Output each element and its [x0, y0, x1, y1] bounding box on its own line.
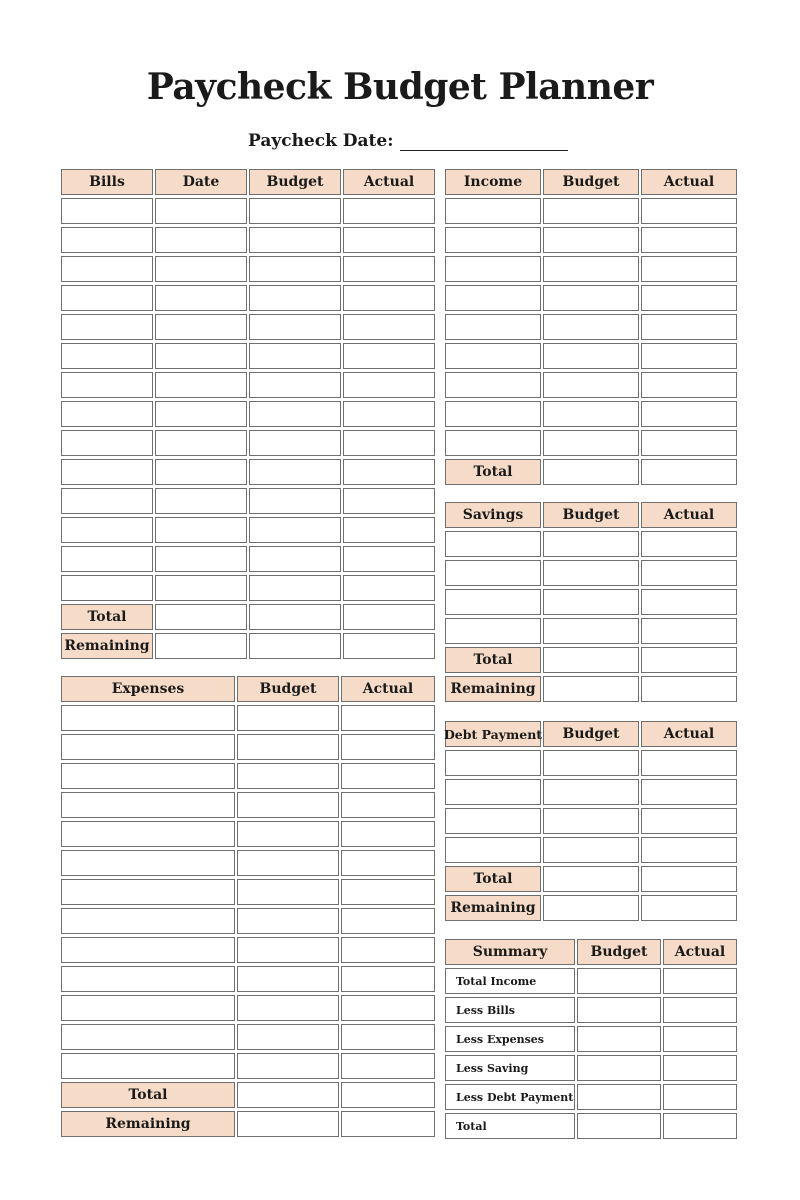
savings-input-cell[interactable]	[445, 618, 541, 644]
debt-header-cell: Budget	[543, 721, 639, 747]
savings-input-cell[interactable]	[543, 589, 639, 615]
income-input-cell[interactable]	[445, 372, 541, 398]
debt-input-cell[interactable]	[641, 750, 737, 776]
expenses-input-cell[interactable]	[237, 705, 339, 731]
bills-input-cell[interactable]	[343, 459, 435, 485]
bills-input-cell[interactable]	[249, 314, 341, 340]
bills-input-cell[interactable]	[249, 343, 341, 369]
expenses-input-cell[interactable]	[237, 1024, 339, 1050]
expenses-input-cell[interactable]	[237, 734, 339, 760]
expenses-total-cell[interactable]	[341, 1082, 435, 1108]
expenses-input-cell[interactable]	[237, 850, 339, 876]
expenses-input-cell[interactable]	[237, 937, 339, 963]
bills-remaining-cell[interactable]	[155, 633, 247, 659]
bills-input-cell[interactable]	[155, 575, 247, 601]
savings-input-cell[interactable]	[543, 618, 639, 644]
summary-input-cell[interactable]	[663, 997, 737, 1023]
income-input-cell[interactable]	[641, 285, 737, 311]
bills-total-cell[interactable]	[343, 604, 435, 630]
expenses-input-cell[interactable]	[341, 966, 435, 992]
bills-input-cell[interactable]	[343, 227, 435, 253]
bills-input-cell[interactable]	[61, 227, 153, 253]
debt-remaining-cell[interactable]	[543, 895, 639, 921]
savings-total-label: Total	[445, 647, 541, 673]
summary-row-label: Less Saving	[445, 1055, 575, 1081]
expenses-total-label: Total	[61, 1082, 235, 1108]
bills-header-cell: Budget	[249, 169, 341, 195]
summary-row-label: Less Expenses	[445, 1026, 575, 1052]
income-input-cell[interactable]	[543, 198, 639, 224]
bills-input-cell[interactable]	[61, 401, 153, 427]
bills-input-cell[interactable]	[249, 401, 341, 427]
expenses-remaining-cell[interactable]	[341, 1111, 435, 1137]
bills-header-cell: Date	[155, 169, 247, 195]
savings-remaining-cell[interactable]	[543, 676, 639, 702]
paycheck-date-line[interactable]	[400, 133, 568, 151]
expenses-input-cell[interactable]	[341, 937, 435, 963]
expenses-input-cell[interactable]	[237, 995, 339, 1021]
savings-input-cell[interactable]	[543, 531, 639, 557]
bills-input-cell[interactable]	[249, 198, 341, 224]
income-input-cell[interactable]	[543, 227, 639, 253]
summary-input-cell[interactable]	[577, 1055, 661, 1081]
bills-input-cell[interactable]	[155, 198, 247, 224]
income-input-cell[interactable]	[445, 227, 541, 253]
bills-input-cell[interactable]	[61, 430, 153, 456]
expenses-input-cell[interactable]	[341, 792, 435, 818]
income-input-cell[interactable]	[445, 430, 541, 456]
paycheck-date-field[interactable]	[248, 127, 568, 151]
income-input-cell[interactable]	[445, 343, 541, 369]
income-header-cell: Income	[445, 169, 541, 195]
bills-input-cell[interactable]	[61, 256, 153, 282]
expenses-input-cell[interactable]	[237, 1053, 339, 1079]
debt-header-cell: Debt Payment	[445, 721, 541, 747]
debt-input-cell[interactable]	[445, 750, 541, 776]
bills-input-cell[interactable]	[249, 430, 341, 456]
expenses-input-cell[interactable]	[237, 792, 339, 818]
savings-total-cell[interactable]	[543, 647, 639, 673]
bills-input-cell[interactable]	[61, 285, 153, 311]
bills-input-cell[interactable]	[155, 372, 247, 398]
summary-input-cell[interactable]	[663, 1055, 737, 1081]
bills-input-cell[interactable]	[343, 285, 435, 311]
bills-input-cell[interactable]	[249, 285, 341, 311]
expenses-input-cell[interactable]	[237, 821, 339, 847]
bills-remaining-label: Remaining	[61, 633, 153, 659]
bills-input-cell[interactable]	[155, 459, 247, 485]
income-input-cell[interactable]	[543, 401, 639, 427]
bills-input-cell[interactable]	[155, 401, 247, 427]
summary-input-cell[interactable]	[577, 997, 661, 1023]
bills-input-cell[interactable]	[343, 430, 435, 456]
income-header-cell: Actual	[641, 169, 737, 195]
summary-input-cell[interactable]	[663, 968, 737, 994]
bills-input-cell[interactable]	[61, 517, 153, 543]
savings-input-cell[interactable]	[445, 560, 541, 586]
income-input-cell[interactable]	[543, 256, 639, 282]
summary-header-cell: Budget	[577, 939, 661, 965]
expenses-input-cell[interactable]	[341, 879, 435, 905]
bills-input-cell[interactable]	[61, 314, 153, 340]
expenses-input-cell[interactable]	[237, 908, 339, 934]
bills-input-cell[interactable]	[155, 227, 247, 253]
expenses-input-cell[interactable]	[61, 966, 235, 992]
bills-input-cell[interactable]	[343, 546, 435, 572]
income-input-cell[interactable]	[445, 256, 541, 282]
bills-remaining-cell[interactable]	[249, 633, 341, 659]
bills-input-cell[interactable]	[343, 401, 435, 427]
income-total-label: Total	[445, 459, 541, 485]
expenses-input-cell[interactable]	[61, 995, 235, 1021]
expenses-remaining-cell[interactable]	[237, 1111, 339, 1137]
bills-input-cell[interactable]	[249, 227, 341, 253]
bills-input-cell[interactable]	[61, 488, 153, 514]
summary-input-cell[interactable]	[663, 1113, 737, 1139]
income-input-cell[interactable]	[641, 314, 737, 340]
debt-total-cell[interactable]	[641, 866, 737, 892]
savings-remaining-label: Remaining	[445, 676, 541, 702]
bills-input-cell[interactable]	[155, 430, 247, 456]
income-input-cell[interactable]	[641, 198, 737, 224]
bills-input-cell[interactable]	[155, 546, 247, 572]
income-input-cell[interactable]	[445, 401, 541, 427]
bills-input-cell[interactable]	[61, 372, 153, 398]
income-input-cell[interactable]	[641, 430, 737, 456]
debt-input-cell[interactable]	[445, 837, 541, 863]
income-total-cell[interactable]	[543, 459, 639, 485]
debt-header-cell: Actual	[641, 721, 737, 747]
bills-input-cell[interactable]	[249, 372, 341, 398]
bills-total-label: Total	[61, 604, 153, 630]
income-total-cell[interactable]	[641, 459, 737, 485]
bills-input-cell[interactable]	[61, 459, 153, 485]
bills-input-cell[interactable]	[343, 256, 435, 282]
summary-row-label: Less Debt Payment	[445, 1084, 575, 1110]
income-input-cell[interactable]	[543, 314, 639, 340]
bills-input-cell[interactable]	[155, 285, 247, 311]
expenses-input-cell[interactable]	[237, 879, 339, 905]
savings-input-cell[interactable]	[641, 560, 737, 586]
savings-header-cell: Savings	[445, 502, 541, 528]
summary-row-label: Less Bills	[445, 997, 575, 1023]
expenses-input-cell[interactable]	[341, 1053, 435, 1079]
bills-header-cell: Bills	[61, 169, 153, 195]
income-input-cell[interactable]	[641, 256, 737, 282]
bills-input-cell[interactable]	[343, 517, 435, 543]
expenses-input-cell[interactable]	[341, 908, 435, 934]
bills-input-cell[interactable]	[249, 459, 341, 485]
income-input-cell[interactable]	[641, 372, 737, 398]
expenses-input-cell[interactable]	[61, 937, 235, 963]
summary-input-cell[interactable]	[663, 1026, 737, 1052]
bills-input-cell[interactable]	[343, 198, 435, 224]
income-input-cell[interactable]	[445, 198, 541, 224]
bills-remaining-cell[interactable]	[343, 633, 435, 659]
debt-remaining-cell[interactable]	[641, 895, 737, 921]
savings-input-cell[interactable]	[543, 560, 639, 586]
summary-input-cell[interactable]	[577, 1084, 661, 1110]
bills-input-cell[interactable]	[61, 546, 153, 572]
bills-input-cell[interactable]	[343, 314, 435, 340]
bills-input-cell[interactable]	[343, 575, 435, 601]
expenses-input-cell[interactable]	[61, 1053, 235, 1079]
savings-total-cell[interactable]	[641, 647, 737, 673]
bills-input-cell[interactable]	[343, 488, 435, 514]
savings-input-cell[interactable]	[641, 618, 737, 644]
bills-input-cell[interactable]	[249, 517, 341, 543]
bills-input-cell[interactable]	[249, 256, 341, 282]
expenses-input-cell[interactable]	[61, 734, 235, 760]
expenses-input-cell[interactable]	[237, 966, 339, 992]
expenses-input-cell[interactable]	[61, 1024, 235, 1050]
savings-input-cell[interactable]	[641, 531, 737, 557]
debt-input-cell[interactable]	[543, 750, 639, 776]
expenses-header-cell: Expenses	[61, 676, 235, 702]
debt-input-cell[interactable]	[641, 837, 737, 863]
expenses-header-cell: Actual	[341, 676, 435, 702]
expenses-input-cell[interactable]	[341, 705, 435, 731]
paycheck-date-label: Paycheck Date:	[248, 131, 394, 151]
bills-input-cell[interactable]	[61, 198, 153, 224]
summary-input-cell[interactable]	[577, 968, 661, 994]
income-input-cell[interactable]	[641, 227, 737, 253]
debt-input-cell[interactable]	[543, 837, 639, 863]
expenses-input-cell[interactable]	[341, 850, 435, 876]
expenses-input-cell[interactable]	[61, 879, 235, 905]
bills-input-cell[interactable]	[249, 488, 341, 514]
bills-input-cell[interactable]	[155, 256, 247, 282]
income-input-cell[interactable]	[543, 372, 639, 398]
income-input-cell[interactable]	[641, 401, 737, 427]
bills-input-cell[interactable]	[155, 488, 247, 514]
expenses-input-cell[interactable]	[341, 734, 435, 760]
expenses-input-cell[interactable]	[61, 763, 235, 789]
debt-input-cell[interactable]	[543, 779, 639, 805]
bills-header-cell: Actual	[343, 169, 435, 195]
income-input-cell[interactable]	[641, 343, 737, 369]
savings-input-cell[interactable]	[445, 589, 541, 615]
bills-input-cell[interactable]	[343, 372, 435, 398]
expenses-input-cell[interactable]	[341, 995, 435, 1021]
bills-input-cell[interactable]	[155, 343, 247, 369]
expenses-input-cell[interactable]	[61, 821, 235, 847]
bills-total-cell[interactable]	[249, 604, 341, 630]
expenses-input-cell[interactable]	[61, 908, 235, 934]
income-input-cell[interactable]	[445, 285, 541, 311]
summary-header-cell: Summary	[445, 939, 575, 965]
page-title: Paycheck Budget Planner	[146, 66, 654, 108]
bills-input-cell[interactable]	[155, 517, 247, 543]
bills-input-cell[interactable]	[155, 314, 247, 340]
debt-total-cell[interactable]	[543, 866, 639, 892]
bills-total-cell[interactable]	[155, 604, 247, 630]
debt-input-cell[interactable]	[641, 808, 737, 834]
bills-input-cell[interactable]	[61, 343, 153, 369]
debt-input-cell[interactable]	[445, 779, 541, 805]
income-input-cell[interactable]	[543, 285, 639, 311]
income-input-cell[interactable]	[445, 314, 541, 340]
expenses-input-cell[interactable]	[61, 792, 235, 818]
summary-input-cell[interactable]	[577, 1113, 661, 1139]
savings-header-cell: Budget	[543, 502, 639, 528]
income-header-cell: Budget	[543, 169, 639, 195]
expenses-remaining-label: Remaining	[61, 1111, 235, 1137]
expenses-input-cell[interactable]	[341, 1024, 435, 1050]
debt-input-cell[interactable]	[641, 779, 737, 805]
expenses-input-cell[interactable]	[61, 705, 235, 731]
expenses-total-cell[interactable]	[237, 1082, 339, 1108]
summary-input-cell[interactable]	[663, 1084, 737, 1110]
expenses-input-cell[interactable]	[237, 763, 339, 789]
bills-input-cell[interactable]	[249, 546, 341, 572]
income-input-cell[interactable]	[543, 343, 639, 369]
expenses-input-cell[interactable]	[341, 821, 435, 847]
income-input-cell[interactable]	[543, 430, 639, 456]
summary-input-cell[interactable]	[577, 1026, 661, 1052]
expenses-header-cell: Budget	[237, 676, 339, 702]
bills-input-cell[interactable]	[249, 575, 341, 601]
savings-header-cell: Actual	[641, 502, 737, 528]
bills-input-cell[interactable]	[343, 343, 435, 369]
summary-row-label: Total	[445, 1113, 575, 1139]
expenses-input-cell[interactable]	[61, 850, 235, 876]
savings-input-cell[interactable]	[445, 531, 541, 557]
expenses-input-cell[interactable]	[341, 763, 435, 789]
debt-remaining-label: Remaining	[445, 895, 541, 921]
bills-input-cell[interactable]	[61, 575, 153, 601]
debt-input-cell[interactable]	[543, 808, 639, 834]
summary-row-label: Total Income	[445, 968, 575, 994]
savings-input-cell[interactable]	[641, 589, 737, 615]
debt-total-label: Total	[445, 866, 541, 892]
savings-remaining-cell[interactable]	[641, 676, 737, 702]
summary-header-cell: Actual	[663, 939, 737, 965]
debt-input-cell[interactable]	[445, 808, 541, 834]
